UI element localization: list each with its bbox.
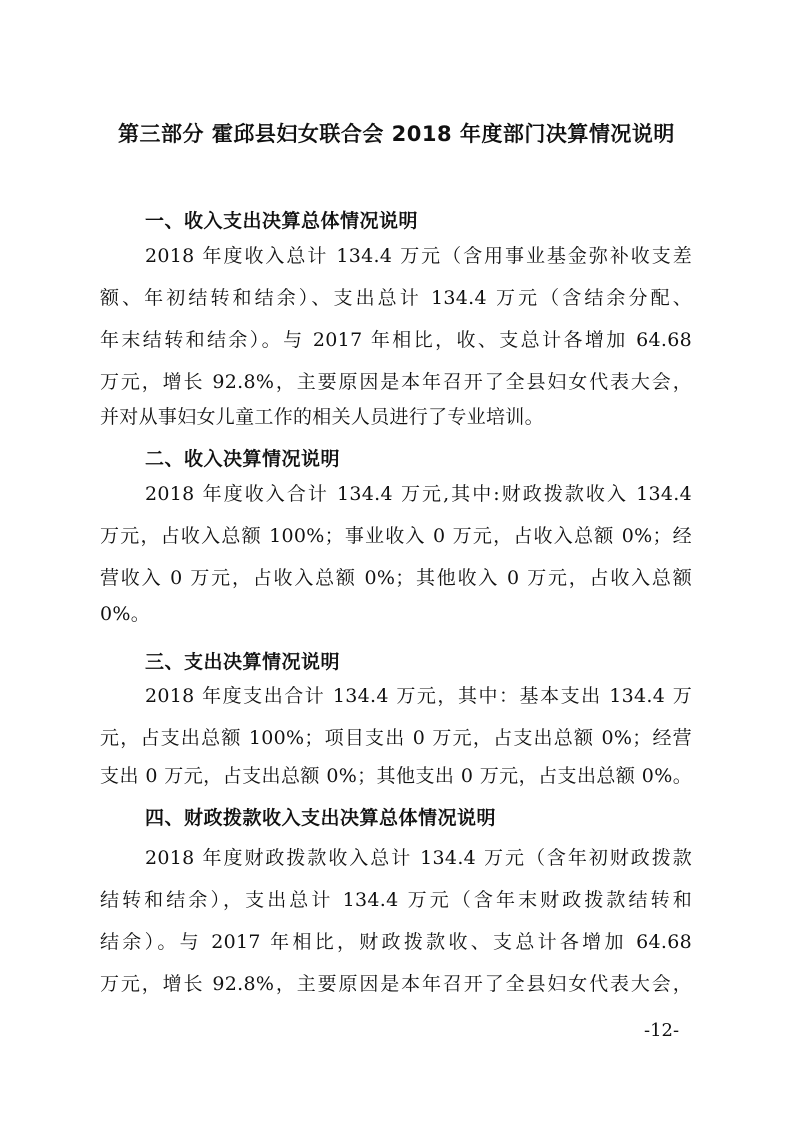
- section-heading-4: 四、财政拨款收入支出决算总体情况说明: [145, 807, 497, 829]
- paragraph-line: 万元，增长 92.8%，主要原因是本年召开了全县妇女代表大会，: [100, 973, 692, 995]
- section-heading-1: 一、收入支出决算总体情况说明: [145, 210, 419, 232]
- section-heading-2: 二、收入决算情况说明: [145, 448, 341, 470]
- paragraph-line: 支出 0 万元，占支出总额 0%；其他支出 0 万元，占支出总额 0%。: [100, 765, 692, 787]
- page-number: -12-: [644, 1020, 680, 1041]
- paragraph-line: 2018 年度支出合计 134.4 万元，其中：基本支出 134.4 万: [145, 685, 692, 707]
- paragraph-line: 万元，占收入总额 100%；事业收入 0 万元，占收入总额 0%；经: [100, 525, 692, 547]
- paragraph-line: 年末结转和结余）。与 2017 年相比，收、支总计各增加 64.68: [100, 329, 692, 351]
- paragraph-line: 2018 年度财政拨款收入总计 134.4 万元（含年初财政拨款: [145, 847, 692, 869]
- paragraph-line: 万元，增长 92.8%，主要原因是本年召开了全县妇女代表大会，: [100, 371, 692, 393]
- page-title: 第三部分 霍邱县妇女联合会 2018 年度部门决算情况说明: [118, 122, 675, 146]
- paragraph-line: 0%。: [100, 603, 151, 625]
- paragraph-line: 并对从事妇女儿童工作的相关人员进行了专业培训。: [100, 406, 544, 428]
- paragraph-line: 元，占支出总额 100%；项目支出 0 万元，占支出总额 0%；经营: [100, 727, 692, 749]
- paragraph-line: 结余）。与 2017 年相比，财政拨款收、支总计各增加 64.68: [100, 931, 692, 953]
- section-heading-3: 三、支出决算情况说明: [145, 651, 341, 673]
- paragraph-line: 额、年初结转和结余）、支出总计 134.4 万元（含结余分配、: [100, 287, 692, 309]
- paragraph-line: 2018 年度收入合计 134.4 万元,其中:财政拨款收入 134.4: [145, 483, 692, 505]
- paragraph-line: 营收入 0 万元，占收入总额 0%；其他收入 0 万元，占收入总额: [100, 567, 692, 589]
- paragraph-line: 2018 年度收入总计 134.4 万元（含用事业基金弥补收支差: [145, 245, 692, 267]
- paragraph-line: 结转和结余），支出总计 134.4 万元（含年末财政拨款结转和: [100, 889, 692, 911]
